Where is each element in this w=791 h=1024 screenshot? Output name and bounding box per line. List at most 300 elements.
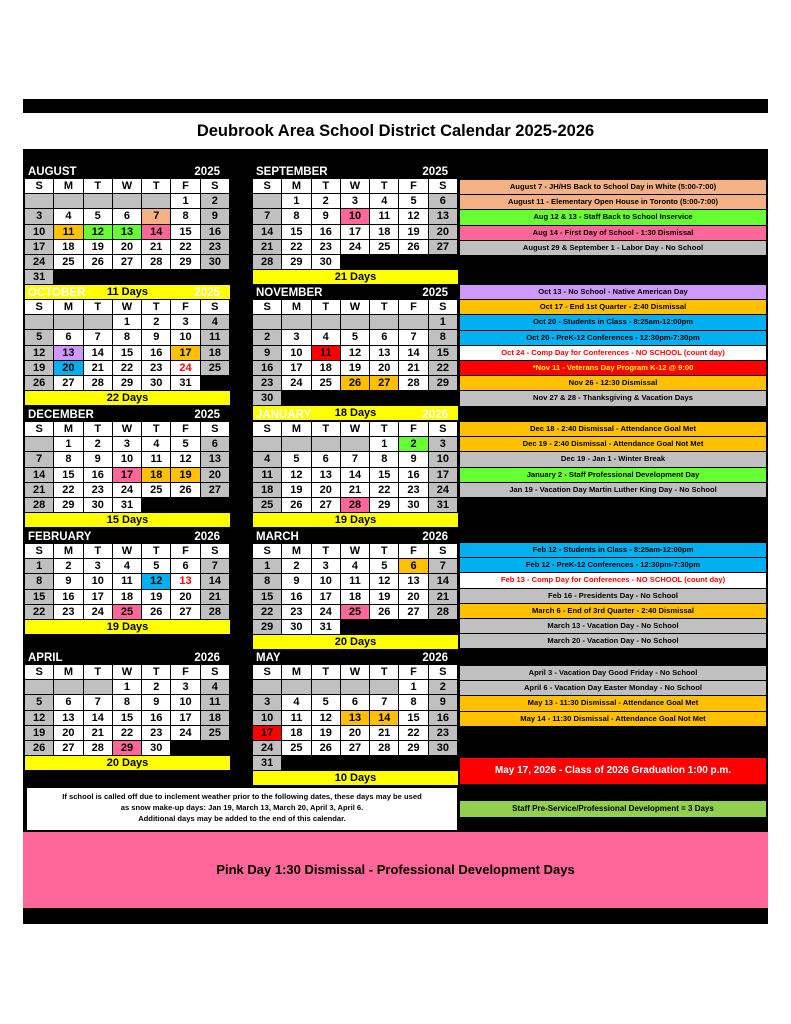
- day-cell: 5: [25, 330, 53, 344]
- weekday-header: T: [370, 422, 398, 436]
- day-cell: 28: [399, 376, 427, 390]
- day-cell: 9: [429, 695, 457, 709]
- event-group-1: [460, 180, 766, 256]
- day-cell: 15: [370, 468, 398, 482]
- day-cell: 1: [253, 559, 281, 573]
- day-cell: 25: [370, 240, 398, 254]
- day-cell: 14: [25, 468, 53, 482]
- empty-cell: [341, 391, 369, 405]
- day-cell: 16: [429, 711, 457, 725]
- day-cell: 21: [341, 483, 369, 497]
- week-row: [253, 620, 458, 635]
- day-cell: 7: [142, 209, 170, 223]
- day-cell: 4: [312, 330, 340, 344]
- weekday-header: T: [142, 544, 170, 558]
- day-cell: 24: [84, 605, 112, 619]
- day-cell: 26: [25, 741, 53, 755]
- day-cell: 18: [113, 590, 141, 604]
- empty-cell: [84, 194, 112, 208]
- day-cell: 20: [312, 483, 340, 497]
- day-cell: 24: [253, 741, 281, 755]
- month-header: [253, 530, 458, 544]
- day-cell: 14: [142, 225, 170, 239]
- event-row: Dec 19 - 2:40 Dismissal - Attendance Goal Not Met: [460, 437, 766, 451]
- weekday-header: S: [25, 300, 53, 314]
- day-cell: 11: [312, 346, 340, 360]
- month-year: 2025: [422, 287, 448, 299]
- day-cell: 17: [84, 590, 112, 604]
- day-cell: 9: [399, 452, 427, 466]
- day-cell: 21: [142, 240, 170, 254]
- day-cell: 30: [201, 255, 229, 269]
- week-row: [253, 437, 458, 452]
- empty-cell: [171, 270, 199, 284]
- day-cell: 15: [282, 225, 310, 239]
- day-cell: 20: [429, 225, 457, 239]
- day-cell: 8: [253, 574, 281, 588]
- day-cell: 19: [142, 590, 170, 604]
- empty-cell: [341, 437, 369, 451]
- month-december: [25, 408, 230, 527]
- day-cell: 14: [84, 346, 112, 360]
- weekday-header: S: [201, 544, 229, 558]
- weekday-header: F: [171, 665, 199, 679]
- empty-cell: [25, 194, 53, 208]
- empty-cell: [142, 498, 170, 512]
- event-row: Aug 14 - First Day of School - 1:30 Dismissal: [460, 226, 766, 240]
- empty-cell: [341, 620, 369, 634]
- day-cell: 18: [282, 726, 310, 740]
- day-cell: 20: [370, 361, 398, 375]
- day-cell: 1: [399, 680, 427, 694]
- day-cell: 6: [201, 437, 229, 451]
- month-header: [253, 651, 458, 665]
- week-row: [25, 437, 230, 452]
- empty-cell: [341, 255, 369, 269]
- day-cell: 10: [113, 452, 141, 466]
- day-cell: 23: [142, 726, 170, 740]
- day-cell: 2: [201, 194, 229, 208]
- day-cell: 27: [113, 255, 141, 269]
- weekday-header: S: [25, 544, 53, 558]
- day-cell: 2: [253, 330, 281, 344]
- day-cell: 4: [54, 209, 82, 223]
- day-cell: 28: [429, 605, 457, 619]
- day-cell: 24: [171, 726, 199, 740]
- weekday-header: T: [312, 300, 340, 314]
- weekday-header: S: [253, 300, 281, 314]
- day-cell: 13: [113, 225, 141, 239]
- school-days-count: 22 Days: [25, 391, 230, 405]
- day-cell: 29: [253, 620, 281, 634]
- empty-cell: [113, 270, 141, 284]
- day-cell: 28: [253, 255, 281, 269]
- day-cell: 29: [399, 741, 427, 755]
- day-cell: 1: [282, 194, 310, 208]
- day-cell: 21: [201, 590, 229, 604]
- pink-day-legend: Pink Day 1:30 Dismissal - Professional Development Days: [23, 832, 768, 908]
- weekday-header: W: [341, 665, 369, 679]
- empty-cell: [399, 315, 427, 329]
- month-name: OCTOBER: [28, 287, 86, 299]
- week-row: [25, 605, 230, 620]
- week-row: [25, 695, 230, 710]
- day-cell: 5: [399, 194, 427, 208]
- day-cell: 8: [113, 695, 141, 709]
- day-cell: 12: [370, 574, 398, 588]
- day-cell: 29: [282, 255, 310, 269]
- day-cell: 14: [341, 468, 369, 482]
- day-cell: 14: [201, 574, 229, 588]
- week-row: [25, 346, 230, 361]
- day-cell: 11: [201, 330, 229, 344]
- day-cell: 2: [312, 194, 340, 208]
- day-cell: 2: [399, 437, 427, 451]
- day-cell: 30: [399, 498, 427, 512]
- day-cell: 31: [312, 620, 340, 634]
- day-cell: 7: [341, 452, 369, 466]
- day-cell: 4: [201, 680, 229, 694]
- month-april: [25, 651, 230, 770]
- week-row: [253, 590, 458, 605]
- day-cell: 3: [253, 695, 281, 709]
- week-row: [25, 559, 230, 574]
- week-row: [253, 209, 458, 224]
- day-cell: 21: [370, 726, 398, 740]
- day-cell: 15: [429, 346, 457, 360]
- day-cell: 5: [282, 452, 310, 466]
- day-cell: 9: [142, 330, 170, 344]
- event-row: August 7 - JH/HS Back to School Day in White (5:00-7:00): [460, 180, 766, 194]
- empty-cell: [54, 270, 82, 284]
- week-row: [25, 315, 230, 330]
- weekday-header: S: [429, 544, 457, 558]
- day-cell: 19: [25, 726, 53, 740]
- day-cell: 19: [171, 468, 199, 482]
- weekday-header: F: [399, 665, 427, 679]
- day-cell: 7: [201, 559, 229, 573]
- day-cell: 4: [370, 194, 398, 208]
- weekday-header: T: [142, 179, 170, 193]
- day-cell: 28: [370, 741, 398, 755]
- event-row: Oct 24 - Comp Day for Conferences - NO SCHOOL (count day): [460, 346, 766, 360]
- week-row: [25, 225, 230, 240]
- day-cell: 16: [84, 468, 112, 482]
- day-cell: 26: [370, 605, 398, 619]
- day-cell: 5: [370, 559, 398, 573]
- day-cell: 2: [142, 680, 170, 694]
- day-cell: 2: [54, 559, 82, 573]
- day-cell: 4: [282, 695, 310, 709]
- day-cell: 28: [201, 605, 229, 619]
- day-cell: 30: [142, 741, 170, 755]
- day-cell: 28: [142, 255, 170, 269]
- day-cell: 24: [171, 361, 199, 375]
- month-year: 2026: [422, 531, 448, 543]
- day-cell: 3: [341, 194, 369, 208]
- day-cell: 24: [113, 483, 141, 497]
- weekday-header: T: [84, 300, 112, 314]
- empty-cell: [399, 255, 427, 269]
- day-cell: 3: [312, 559, 340, 573]
- weekday-header: T: [84, 179, 112, 193]
- day-cell: 26: [312, 741, 340, 755]
- day-cell: 18: [142, 468, 170, 482]
- day-cell: 13: [399, 574, 427, 588]
- month-header: [25, 408, 230, 422]
- weekday-header: T: [312, 179, 340, 193]
- empty-cell: [84, 680, 112, 694]
- day-cell: 6: [399, 559, 427, 573]
- month-august: [25, 165, 230, 299]
- day-cell: 10: [253, 711, 281, 725]
- empty-cell: [113, 194, 141, 208]
- day-cell: 26: [282, 498, 310, 512]
- day-cell: 12: [312, 711, 340, 725]
- day-cell: 5: [25, 695, 53, 709]
- event-row: Aug 12 & 13 - Staff Back to School Inservice: [460, 210, 766, 224]
- weekday-header: T: [370, 544, 398, 558]
- empty-cell: [429, 255, 457, 269]
- month-name: MARCH: [256, 531, 299, 543]
- week-row: [25, 376, 230, 391]
- weekday-header: M: [54, 179, 82, 193]
- weekday-header: T: [312, 422, 340, 436]
- day-cell: 19: [84, 240, 112, 254]
- weekday-header: T: [84, 665, 112, 679]
- weekday-header: F: [399, 179, 427, 193]
- weekday-header: T: [142, 665, 170, 679]
- day-cell: 19: [282, 483, 310, 497]
- weekday-header: W: [113, 422, 141, 436]
- empty-cell: [312, 756, 340, 770]
- day-cell: 19: [399, 225, 427, 239]
- day-cell: 4: [341, 559, 369, 573]
- weekday-header: W: [113, 665, 141, 679]
- day-cell: 25: [341, 605, 369, 619]
- day-cell: 27: [429, 240, 457, 254]
- weekday-header: S: [253, 179, 281, 193]
- month-header: [253, 165, 458, 179]
- day-cell: 5: [312, 695, 340, 709]
- month-header: [25, 651, 230, 665]
- day-cell: 7: [370, 695, 398, 709]
- day-cell: 20: [113, 240, 141, 254]
- day-cell: 8: [282, 209, 310, 223]
- day-cell: 14: [429, 574, 457, 588]
- day-cell: 6: [341, 695, 369, 709]
- month-year: 2026: [422, 652, 448, 664]
- day-cell: 26: [25, 376, 53, 390]
- day-cell: 17: [171, 711, 199, 725]
- empty-cell: [399, 756, 427, 770]
- day-cell: 29: [429, 376, 457, 390]
- day-cell: 11: [282, 711, 310, 725]
- day-cell: 12: [25, 711, 53, 725]
- day-cell: 19: [312, 726, 340, 740]
- week-row: [253, 361, 458, 376]
- week-row: [253, 255, 458, 270]
- day-cell: 10: [171, 695, 199, 709]
- weekday-header: S: [253, 544, 281, 558]
- day-cell: 17: [312, 590, 340, 604]
- month-october: [25, 286, 230, 405]
- month-name: APRIL: [28, 652, 63, 664]
- weekday-header: M: [282, 422, 310, 436]
- day-cell: 24: [282, 376, 310, 390]
- event-row: Nov 27 & 28 - Thanksgiving & Vacation Days: [460, 391, 766, 405]
- week-row: [25, 498, 230, 513]
- day-cell: 10: [312, 574, 340, 588]
- week-row: [253, 741, 458, 756]
- day-cell: 24: [341, 240, 369, 254]
- day-cell: 9: [54, 574, 82, 588]
- day-cell: 23: [54, 605, 82, 619]
- month-header: [25, 286, 230, 300]
- empty-cell: [171, 498, 199, 512]
- weekday-header-row: [25, 544, 230, 559]
- month-name: FEBRUARY: [28, 531, 92, 543]
- day-cell: 22: [370, 483, 398, 497]
- week-row: [253, 194, 458, 209]
- day-cell: 28: [84, 376, 112, 390]
- day-cell: 26: [399, 240, 427, 254]
- school-days-count: 20 Days: [253, 635, 458, 649]
- weekday-header: S: [25, 665, 53, 679]
- day-cell: 11: [370, 209, 398, 223]
- empty-cell: [54, 194, 82, 208]
- day-cell: 15: [54, 468, 82, 482]
- empty-cell: [25, 437, 53, 451]
- empty-cell: [370, 315, 398, 329]
- event-row: Dec 18 - 2:40 Dismissal - Attendance Goal Met: [460, 422, 766, 436]
- event-row: April 6 - Vacation Day Easter Monday - No School: [460, 681, 766, 695]
- empty-cell: [282, 756, 310, 770]
- school-days-count: 19 Days: [253, 513, 458, 527]
- week-row: [25, 194, 230, 209]
- school-days-count: 18 Days: [253, 406, 458, 420]
- day-cell: 29: [113, 376, 141, 390]
- week-row: [25, 270, 230, 285]
- day-cell: 30: [84, 498, 112, 512]
- day-cell: 9: [253, 346, 281, 360]
- month-name: AUGUST: [28, 166, 77, 178]
- day-cell: 20: [171, 590, 199, 604]
- day-cell: 2: [429, 680, 457, 694]
- day-cell: 18: [370, 225, 398, 239]
- event-group-5: [460, 666, 766, 727]
- day-cell: 11: [201, 695, 229, 709]
- day-cell: 21: [429, 590, 457, 604]
- day-cell: 31: [113, 498, 141, 512]
- empty-cell: [253, 680, 281, 694]
- empty-cell: [370, 620, 398, 634]
- day-cell: 27: [341, 741, 369, 755]
- day-cell: 7: [84, 695, 112, 709]
- day-cell: 1: [54, 437, 82, 451]
- week-row: [25, 468, 230, 483]
- event-row: Jan 19 - Vacation Day Martin Luther King Day - No School: [460, 483, 766, 497]
- weekday-header: T: [84, 544, 112, 558]
- day-cell: 12: [399, 209, 427, 223]
- month-january: [253, 408, 458, 527]
- event-row: Oct 20 - PreK-12 Conferences - 12:30pm-7:30pm: [460, 331, 766, 345]
- event-row: January 2 - Staff Professional Development Day: [460, 468, 766, 482]
- month-year: 2025: [194, 287, 220, 299]
- weekday-header: M: [54, 422, 82, 436]
- day-cell: 3: [84, 559, 112, 573]
- day-cell: 25: [282, 741, 310, 755]
- day-cell: 29: [171, 255, 199, 269]
- day-cell: 16: [253, 361, 281, 375]
- day-cell: 16: [399, 468, 427, 482]
- weekday-header-row: [253, 665, 458, 680]
- weekday-header: T: [370, 665, 398, 679]
- month-year: 2025: [194, 166, 220, 178]
- day-cell: 5: [171, 437, 199, 451]
- week-row: [25, 741, 230, 756]
- weekday-header-row: [25, 300, 230, 315]
- week-row: [253, 452, 458, 467]
- weekday-header: S: [429, 179, 457, 193]
- day-cell: 29: [113, 741, 141, 755]
- day-cell: 18: [201, 711, 229, 725]
- weekday-header: S: [429, 665, 457, 679]
- weekday-header: M: [282, 665, 310, 679]
- event-row: Oct 13 - No School - Native American Day: [460, 285, 766, 299]
- day-cell: 25: [253, 498, 281, 512]
- weekday-header: F: [399, 544, 427, 558]
- day-cell: 10: [341, 209, 369, 223]
- day-cell: 15: [25, 590, 53, 604]
- day-cell: 13: [201, 452, 229, 466]
- event-row: Oct 17 - End 1st Quarter - 2:40 Dismissal: [460, 300, 766, 314]
- day-cell: 7: [84, 330, 112, 344]
- day-cell: 11: [113, 574, 141, 588]
- week-row: [253, 391, 458, 406]
- week-row: [253, 468, 458, 483]
- day-cell: 14: [399, 346, 427, 360]
- event-row: March 6 - End of 3rd Quarter - 2:40 Dismissal: [460, 604, 766, 618]
- day-cell: 22: [54, 483, 82, 497]
- school-days-count: 21 Days: [253, 270, 458, 284]
- day-cell: 13: [312, 468, 340, 482]
- day-cell: 6: [171, 559, 199, 573]
- graduation-banner: May 17, 2026 - Class of 2026 Graduation 1:00 p.m.: [460, 758, 766, 784]
- day-cell: 4: [142, 437, 170, 451]
- week-row: [253, 498, 458, 513]
- day-cell: 9: [282, 574, 310, 588]
- weekday-header-row: [253, 544, 458, 559]
- day-cell: 17: [253, 726, 281, 740]
- weekday-header-row: [253, 422, 458, 437]
- day-cell: 31: [171, 376, 199, 390]
- note-line: If school is called off due to inclement weather prior to the following dates, these days may be used: [62, 792, 422, 801]
- week-row: [25, 240, 230, 255]
- empty-cell: [312, 680, 340, 694]
- day-cell: 13: [54, 711, 82, 725]
- weekday-header: S: [253, 422, 281, 436]
- day-cell: 8: [25, 574, 53, 588]
- day-cell: 9: [312, 209, 340, 223]
- day-cell: 3: [429, 437, 457, 451]
- empty-cell: [201, 741, 229, 755]
- school-days-count: 11 Days: [25, 285, 230, 299]
- empty-cell: [253, 315, 281, 329]
- day-cell: 22: [399, 726, 427, 740]
- week-row: [253, 574, 458, 589]
- school-days-count: 15 Days: [25, 513, 230, 527]
